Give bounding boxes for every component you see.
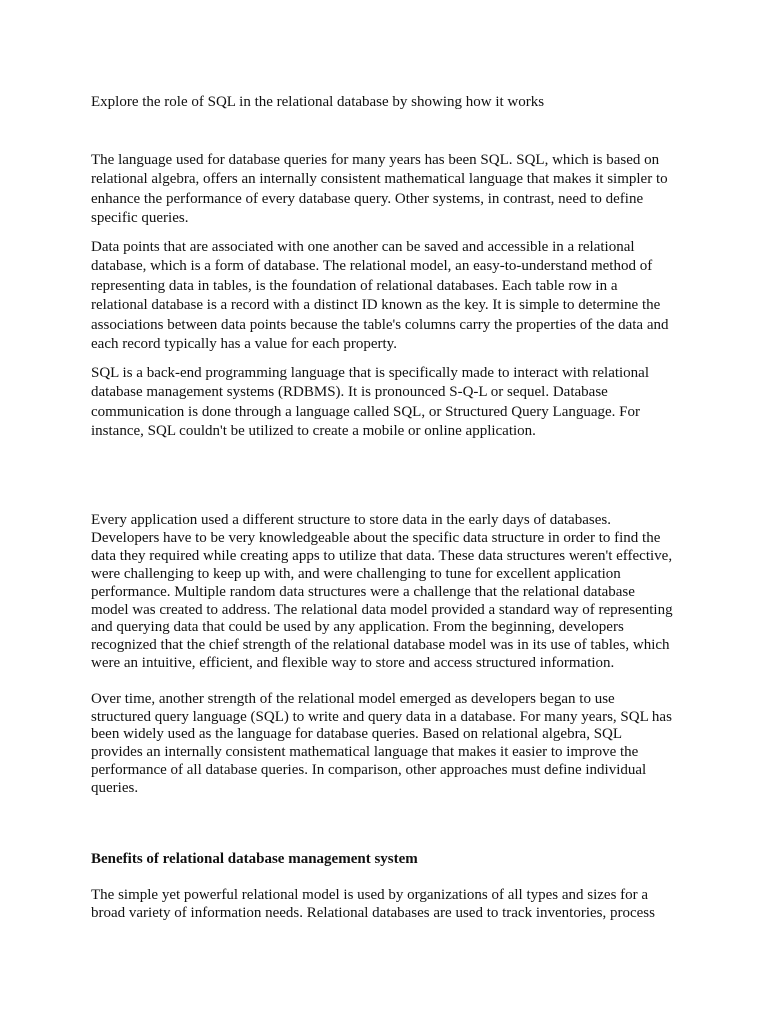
paragraph-line: enhance the performance of every database query. Other systems, in contrast, need to define: [91, 190, 644, 207]
paragraph: [91, 512, 673, 673]
paragraph-line: representing data in tables, is the foundation of relational databases. Each table row in a: [91, 277, 618, 294]
paragraph-line: Over time, another strength of the relational model emerged as developers began to use: [91, 691, 615, 707]
paragraph-line: instance, SQL couldn't be utilized to create a mobile or online application.: [91, 423, 536, 440]
paragraph-line: and querying data that could be used by any application. From the beginning, developers: [91, 619, 624, 636]
paragraph-line: SQL is a back-end programming language that is specifically made to interact with relational: [91, 365, 650, 381]
paragraph-line: relational database is a record with a distinct ID known as the key. It is simple to determine the: [91, 297, 661, 314]
paragraph: [91, 151, 668, 229]
paragraph-line: Developers have to be very knowledgeable about the specific data structure in order to find the: [91, 529, 661, 546]
section-heading-text: Benefits of relational database management system: [91, 851, 418, 867]
paragraph-line: each record typically has a value for each property.: [91, 336, 397, 353]
paragraph-line: associations between data points because the table's columns carry the properties of the data and: [91, 316, 669, 333]
paragraph-line: The language used for database queries for many years has been SQL. SQL, which is based on: [91, 152, 660, 168]
paragraph-line: The simple yet powerful relational model is used by organizations of all types and sizes for a: [91, 887, 649, 903]
paragraph: [91, 886, 655, 922]
paragraph-line: performance. Multiple random data structures were a challenge that the relational database: [91, 583, 635, 600]
paragraph-line: specific queries.: [91, 210, 189, 227]
paragraph-line: queries.: [91, 779, 139, 796]
paragraph-line: model was created to address. The relational data model provided a standard way of representing: [91, 601, 673, 618]
paragraph-line: were challenging to keep up with, and were challenging to tune for excellent application: [91, 565, 621, 582]
paragraph-line: Data points that are associated with one another can be saved and accessible in a relational: [91, 239, 635, 255]
paragraph-line: database, which is a form of database. The relational model, an easy-to-understand method of: [91, 258, 653, 275]
paragraph-line: database management systems (RDBMS). It is pronounced S-Q-L or sequel. Database: [91, 384, 608, 401]
paragraph-line: Every application used a different structure to store data in the early days of databases.: [91, 512, 611, 528]
document-title: [91, 93, 544, 112]
paragraph-line: were an intuitive, efficient, and flexible way to store and access structured information.: [91, 655, 615, 672]
paragraph-line: broad variety of information needs. Relational databases are used to track inventories, process: [91, 905, 655, 921]
title-line: Explore the role of SQL in the relational database by showing how it works: [91, 94, 545, 110]
paragraph-line: provides an internally consistent mathematical language that makes it easier to improve the: [91, 744, 639, 761]
paragraph-line: relational algebra, offers an internally consistent mathematical language that makes it simpler to: [91, 171, 668, 188]
paragraph-line: data they required while creating apps to utilize that data. These data structures weren't effective,: [91, 547, 673, 564]
section-heading: [91, 850, 418, 869]
paragraph-line: structured query language (SQL) to write and query data in a database. For many years, SQL has: [91, 708, 672, 725]
paragraph-line: recognized that the chief strength of the relational database model was in its use of tables, which: [91, 637, 670, 654]
paragraph-line: performance of all database queries. In comparison, other approaches must define individual: [91, 761, 647, 778]
paragraph: [91, 691, 672, 797]
paragraph-line: been widely used as the language for database queries. Based on relational algebra, SQL: [91, 726, 623, 743]
paragraph: [91, 364, 649, 442]
paragraph-line: communication is done through a language called SQL, or Structured Query Language. For: [91, 403, 641, 420]
paragraph: [91, 238, 669, 354]
